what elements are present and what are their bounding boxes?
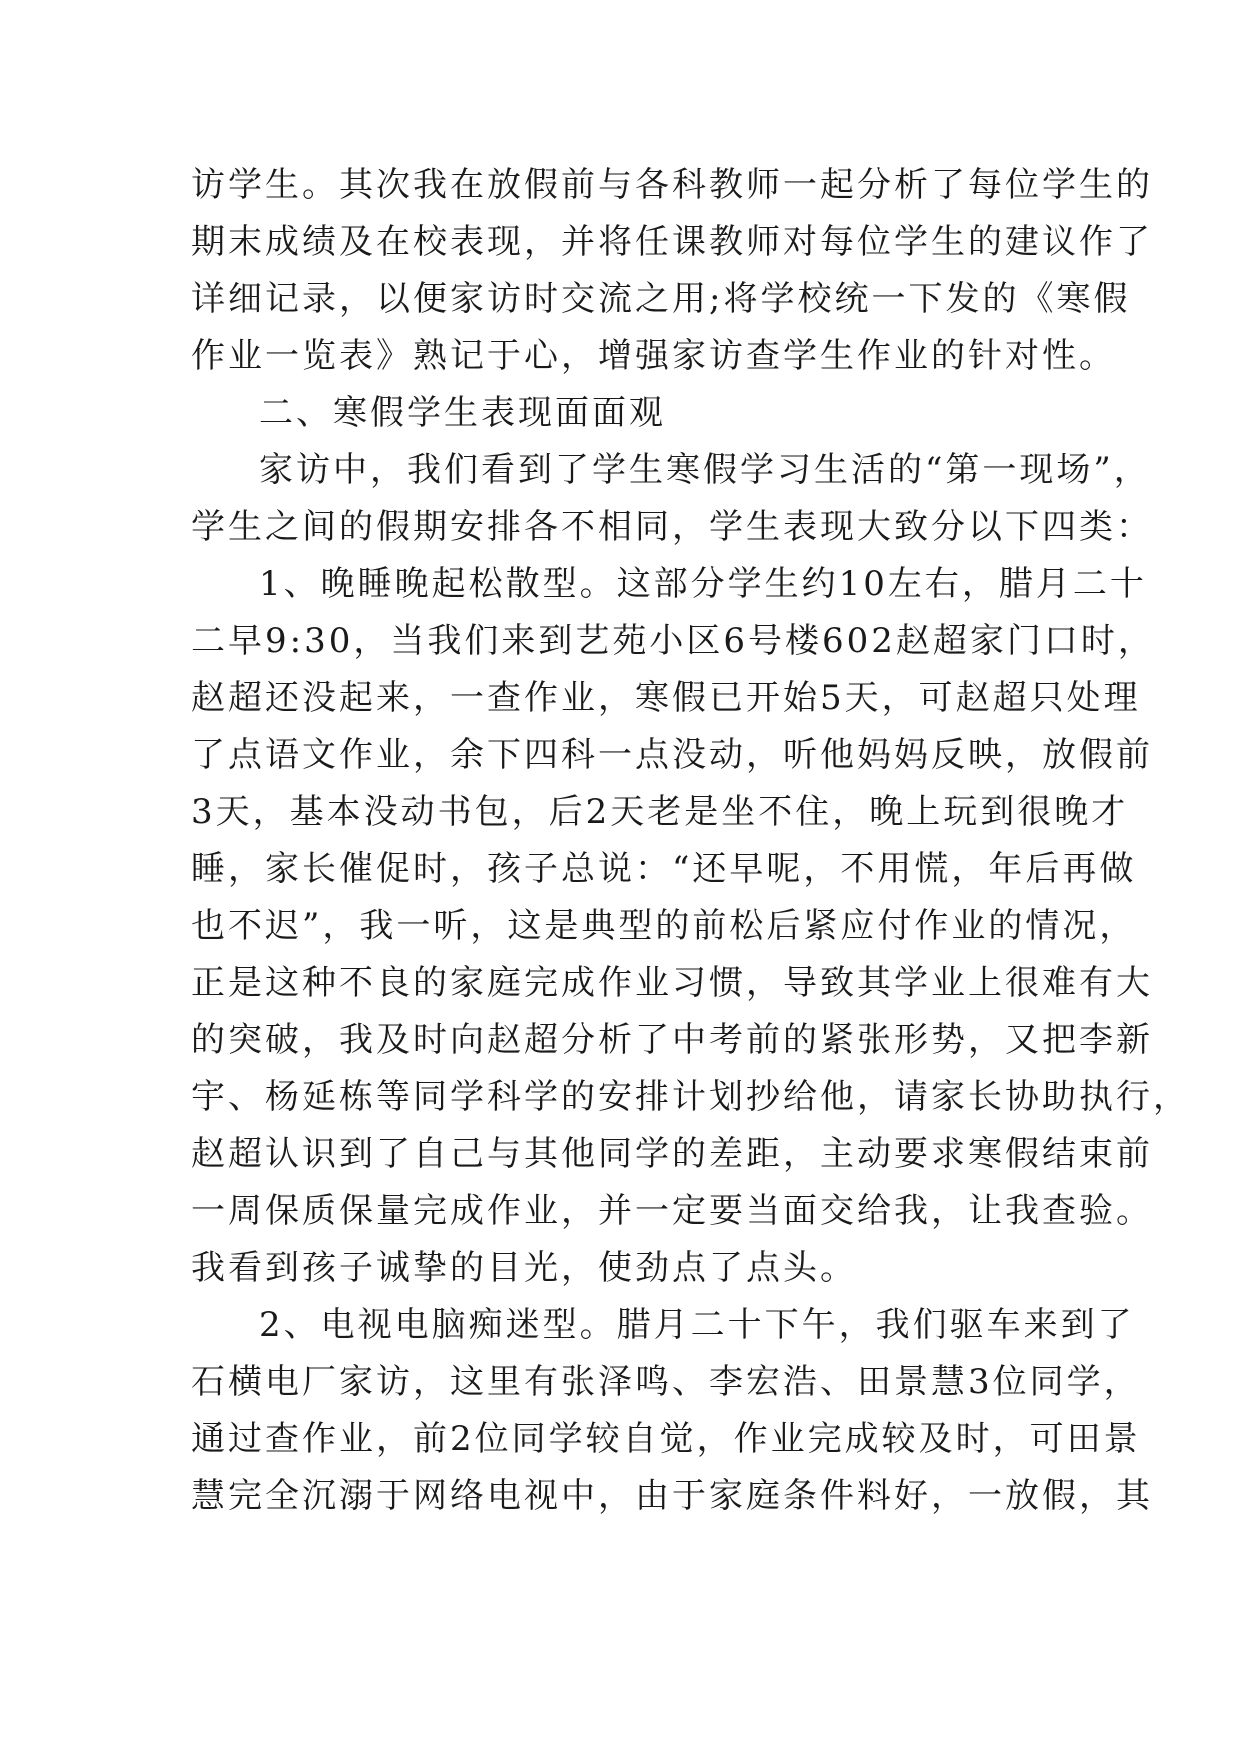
text-line: 访学生。其次我在放假前与各科教师一起分析了每位学生的 xyxy=(191,165,1153,205)
text-line: 也不迟”，我一听，这是典型的前松后紧应付作业的情况， xyxy=(191,906,1137,946)
text-line: 正是这种不良的家庭完成作业习惯，导致其学业上很难有大 xyxy=(191,963,1153,1003)
list-item-2-start: 2、电视电脑痴迷型。腊月二十下午，我们驱车来到了 xyxy=(259,1305,1135,1345)
text-line: 赵超还没起来，一查作业，寒假已开始5天，可赵超只处理 xyxy=(191,678,1141,718)
text-line: 3天，基本没动书包，后2天老是坐不住，晚上玩到很晚才 xyxy=(191,792,1129,832)
text-line: 慧完全沉溺于网络电视中，由于家庭条件料好，一放假，其 xyxy=(191,1476,1153,1516)
text-line: 了点语文作业，余下四科一点没动，听他妈妈反映，放假前 xyxy=(191,735,1153,775)
text-line: 二早9:30，当我们来到艺苑小区6号楼602赵超家门口时， xyxy=(191,621,1155,661)
text-line: 我看到孩子诚挚的目光，使劲点了点头。 xyxy=(191,1248,857,1288)
text-line: 期末成绩及在校表现，并将任课教师对每位学生的建议作了 xyxy=(191,222,1153,262)
text-line: 睡，家长催促时，孩子总说：“还早呢，不用慌，年后再做 xyxy=(191,849,1137,889)
text-line: 一周保质保量完成作业，并一定要当面交给我，让我查验。 xyxy=(191,1191,1153,1231)
text-line: 详细记录，以便家访时交流之用;将学校统一下发的《寒假 xyxy=(191,279,1131,319)
text-line: 学生之间的假期安排各不相同，学生表现大致分以下四类： xyxy=(191,507,1153,547)
text-line: 通过查作业，前2位同学较自觉，作业完成较及时，可田景 xyxy=(191,1419,1141,1459)
paragraph-start: 家访中，我们看到了学生寒假学习生活的“第一现场”， xyxy=(259,450,1151,490)
text-line: 作业一览表》熟记于心，增强家访查学生作业的针对性。 xyxy=(191,336,1116,376)
text-line: 石横电厂家访，这里有张泽鸣、李宏浩、田景慧3位同学， xyxy=(191,1362,1141,1402)
list-item-1-start: 1、晚睡晚起松散型。这部分学生约10左右，腊月二十 xyxy=(259,564,1147,604)
text-line: 宇、杨延栋等同学科学的安排计划抄给他，请家长协助执行， xyxy=(191,1077,1190,1117)
text-line: 的突破，我及时向赵超分析了中考前的紧张形势，又把李新 xyxy=(191,1020,1153,1060)
section-heading: 二、寒假学生表现面面观 xyxy=(259,393,666,433)
text-line: 赵超认识到了自己与其他同学的差距，主动要求寒假结束前 xyxy=(191,1134,1153,1174)
